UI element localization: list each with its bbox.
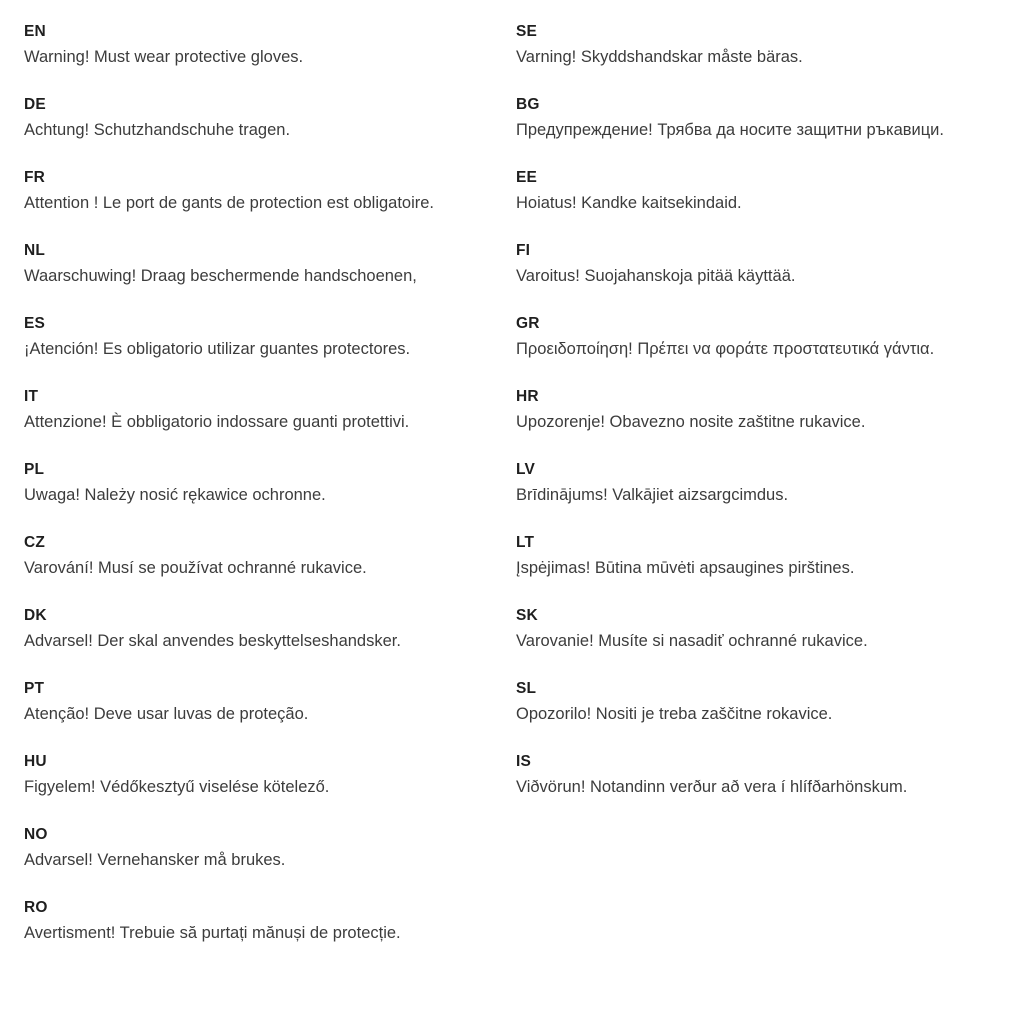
warning-text: Προειδοποίηση! Πρέπει να φοράτε προστατευτικά γάντια. — [516, 339, 935, 358]
language-entry — [516, 531, 998, 580]
warning-text: Warning! Must wear protective gloves. — [24, 47, 304, 66]
left-column — [24, 20, 490, 969]
language-code-label: FI — [516, 242, 531, 259]
warning-text: Brīdinājums! Valkājiet aizsargcimdus. — [516, 485, 789, 504]
language-entry — [516, 750, 998, 799]
language-code-label: DK — [24, 607, 47, 624]
language-entry — [24, 604, 490, 653]
language-code-label: ES — [24, 315, 46, 332]
language-code-label: IT — [24, 388, 39, 405]
language-entry — [24, 531, 490, 580]
language-code-label: LT — [516, 534, 535, 551]
warning-text: Advarsel! Vernehansker må brukes. — [24, 850, 286, 869]
language-entry — [24, 239, 490, 288]
warning-text: Varoitus! Suojahanskoja pitää käyttää. — [516, 266, 796, 285]
language-entry — [24, 677, 490, 726]
language-entry — [516, 20, 998, 69]
language-code-label: DE — [24, 96, 46, 113]
language-code-label: FR — [24, 169, 46, 186]
language-entry — [516, 458, 998, 507]
language-code-label: BG — [516, 96, 540, 113]
warning-text: Avertisment! Trebuie să purtați mănuși de protecție. — [24, 923, 401, 942]
language-entry — [24, 458, 490, 507]
warning-text: Figyelem! Védőkesztyű viselése kötelező. — [24, 777, 330, 796]
language-code-label: PL — [24, 461, 45, 478]
language-code-label: RO — [24, 899, 48, 916]
language-entry — [24, 20, 490, 69]
language-entry — [24, 385, 490, 434]
warning-text: Atenção! Deve usar luvas de proteção. — [24, 704, 309, 723]
language-entry — [516, 312, 998, 361]
warning-text: Advarsel! Der skal anvendes beskyttelseshandsker. — [24, 631, 401, 650]
warning-text: Varning! Skyddshandskar måste bäras. — [516, 47, 803, 66]
warning-text: Предупреждение! Трябва да носите защитни ръкавици. — [516, 120, 944, 139]
language-code-label: HU — [24, 753, 47, 770]
warning-text: Waarschuwing! Draag beschermende handschoenen, — [24, 266, 417, 285]
language-entry — [516, 166, 998, 215]
warning-text: Opozorilo! Nositi je treba zaščitne rokavice. — [516, 704, 833, 723]
warning-text: Įspėjimas! Būtina mūvėti apsaugines pirštines. — [516, 558, 855, 577]
language-code-label: PT — [24, 680, 45, 697]
warning-text: Uwaga! Należy nosić rękawice ochronne. — [24, 485, 326, 504]
language-code-label: HR — [516, 388, 539, 405]
language-code-label: SK — [516, 607, 538, 624]
warning-text: Achtung! Schutzhandschuhe tragen. — [24, 120, 291, 139]
language-entry — [24, 312, 490, 361]
language-entry — [24, 166, 490, 215]
language-entry — [516, 385, 998, 434]
language-entry — [516, 677, 998, 726]
language-code-label: SE — [516, 23, 538, 40]
language-entry — [516, 604, 998, 653]
language-entry — [516, 93, 998, 142]
language-code-label: NL — [24, 242, 46, 259]
warning-text: Varování! Musí se používat ochranné rukavice. — [24, 558, 367, 577]
warning-text: Attention ! Le port de gants de protection est obligatoire. — [24, 193, 435, 212]
language-code-label: EN — [24, 23, 46, 40]
translation-columns — [24, 20, 1000, 969]
language-code-label: NO — [24, 826, 48, 843]
language-entry — [24, 896, 490, 945]
language-entry — [24, 823, 490, 872]
language-entry — [24, 93, 490, 142]
language-code-label: CZ — [24, 534, 46, 551]
warning-text: ¡Atención! Es obligatorio utilizar guantes protectores. — [24, 339, 411, 358]
warning-text: Hoiatus! Kandke kaitsekindaid. — [516, 193, 742, 212]
warning-text: Upozorenje! Obavezno nosite zaštitne rukavice. — [516, 412, 866, 431]
language-code-label: IS — [516, 753, 532, 770]
warning-text: Attenzione! È obbligatorio indossare guanti protettivi. — [24, 412, 410, 431]
language-code-label: LV — [516, 461, 536, 478]
language-code-label: EE — [516, 169, 538, 186]
language-code-label: SL — [516, 680, 537, 697]
right-column — [516, 20, 998, 969]
language-code-label: GR — [516, 315, 540, 332]
warning-text: Viðvörun! Notandinn verður að vera í hlífðarhönskum. — [516, 777, 908, 796]
language-entry — [516, 239, 998, 288]
warning-text: Varovanie! Musíte si nasadiť ochranné rukavice. — [516, 631, 868, 650]
language-entry — [24, 750, 490, 799]
